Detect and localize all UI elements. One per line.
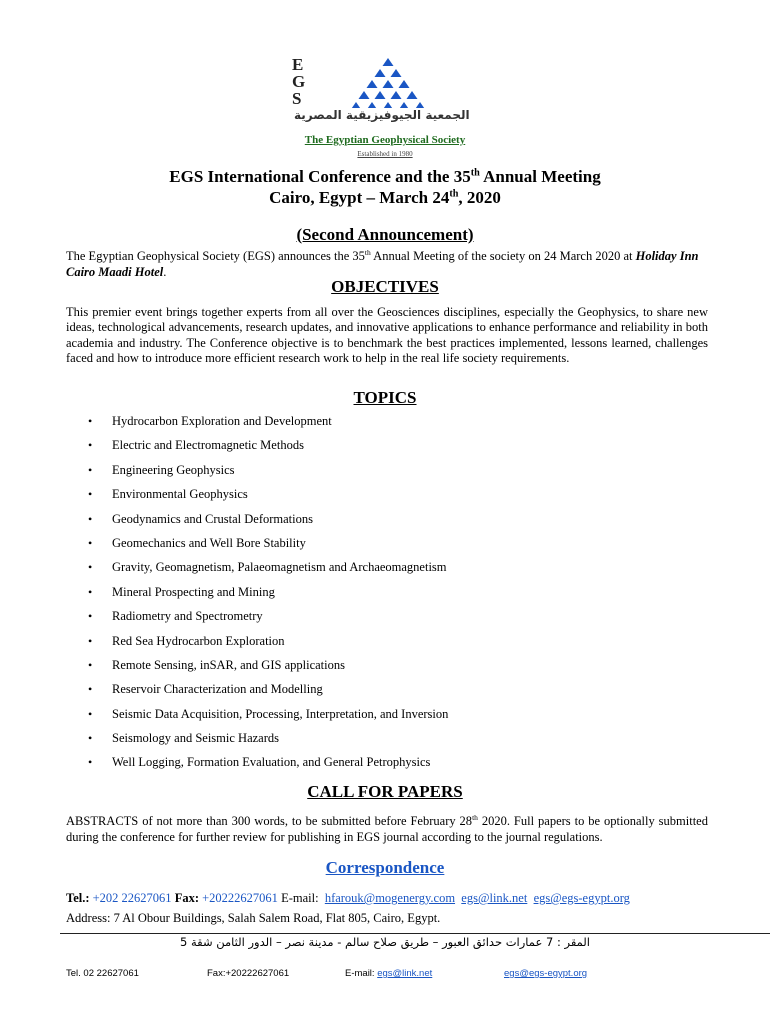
topics-heading: TOPICS [353,388,417,407]
list-item: • Geodynamics and Crustal Deformations [88,509,448,533]
established-year: Established in 1980 [357,150,413,158]
list-item: • Hydrocarbon Exploration and Development [88,411,448,435]
list-item: • Engineering Geophysics [88,460,448,484]
list-item: • Seismic Data Acquisition, Processing, Interpretation, and Inversion [88,704,448,728]
tel-value: +202 22627061 [92,891,172,905]
list-item: • Mineral Prospecting and Mining [88,582,448,606]
footer-email-2 [504,968,587,979]
logo-triangle [375,91,386,99]
list-item: • Environmental Geophysics [88,484,448,508]
logo-triangle [399,80,410,88]
logo-triangle [391,91,402,99]
footer-email: E-mail: egs@link.net [345,968,433,979]
logo-letter-g: G [292,72,306,91]
announcement-text: The Egyptian Geophysical Society (EGS) announces the 35th Annual Meeting of the society on 24 March 2020 at Holiday Inn Cairo Maadi Hotel. [66,248,699,279]
list-item: • Well Logging, Formation Evaluation, and General Petrophysics [88,752,448,776]
logo-triangle [375,69,386,77]
email-link-egs-egypt[interactable]: egs@egs-egypt.org [533,891,630,905]
email-link-egs-link[interactable]: egs@link.net [461,891,528,905]
logo-triangle [359,91,370,99]
footer-tel: Tel. 02 22627061 [66,968,139,979]
footer-arabic-address: المقر : 7 عمارات حدائق العبور – طريق صلاح سالم - مدينة نصر – الدور الثامن شقة 5 [179,935,590,949]
footer-email-link-2[interactable]: egs@egs-egypt.org [504,968,588,979]
society-name: The Egyptian Geophysical Society [304,134,466,146]
footer-email-link[interactable]: egs@link.net [377,968,433,979]
objectives-text: This premier event brings together experts from all over the Geosciences disciplines, especially the Geophysics, to share new ideas, technological advancements, research updates, and innovative applications to enhance performance and reliability in both academia and industry. The Conference objective is to benchmark the best practices implemented, lessons learned, challenges faced and how to introduce more efficient research work to help in the real life society requirements. [66,305,708,366]
list-item: • Red Sea Hydrocarbon Exploration [88,631,448,655]
list-item: • Radiometry and Spectrometry [88,606,448,630]
topics-list [88,411,448,777]
contact-line: Tel.: +202 22627061 Fax: +20222627061 E-mail: hfarouk@mogenergy.com egs@link.net egs@egs-egypt.org [66,891,630,905]
conference-location-date: Cairo, Egypt – March 24th, 2020 [269,188,501,207]
footer-divider [60,933,770,934]
list-item: • Seismology and Seismic Hazards [88,728,448,752]
logo-triangle [383,80,394,88]
address-line: Address: 7 Al Obour Buildings, Salah Salem Road, Flat 805, Cairo, Egypt. [66,911,441,925]
logo-triangle [391,69,402,77]
call-for-papers-heading: CALL FOR PAPERS [307,782,463,801]
list-item: • Geomechanics and Well Bore Stability [88,533,448,557]
email-link-hfarouk[interactable]: hfarouk@mogenergy.com [324,891,456,905]
logo-letter-e: E [292,55,304,74]
pyramid-triangles-icon [322,56,454,108]
logo-letters [292,56,305,107]
list-item: • Reservoir Characterization and Modelling [88,679,448,703]
correspondence-heading: Correspondence [325,858,445,877]
logo-triangle [407,91,418,99]
announcement-heading: (Second Announcement) [296,225,474,244]
list-item: • Gravity, Geomagnetism, Palaeomagnetism and Archaeomagnetism [88,557,448,581]
list-item: • Electric and Electromagnetic Methods [88,435,448,459]
logo-arabic-name: الجمعية الجيوفيزيقية المصرية [294,108,470,122]
fax-value: +20222627061 [202,891,278,905]
call-for-papers-text: ABSTRACTS of not more than 300 words, to be submitted before February 28th 2020. Full papers to be optionally submitted during the conference for further review for publishing in EGS journal according to the journal regulations. [66,813,708,844]
objectives-heading: OBJECTIVES [331,277,439,296]
conference-title: EGS International Conference and the 35th Annual Meeting [169,167,601,186]
list-item: • Remote Sensing, inSAR, and GIS applications [88,655,448,679]
logo-letter-s: S [292,89,302,108]
footer-fax: Fax:+20222627061 [207,968,290,979]
logo-triangle [367,80,378,88]
logo-triangle [383,58,394,66]
